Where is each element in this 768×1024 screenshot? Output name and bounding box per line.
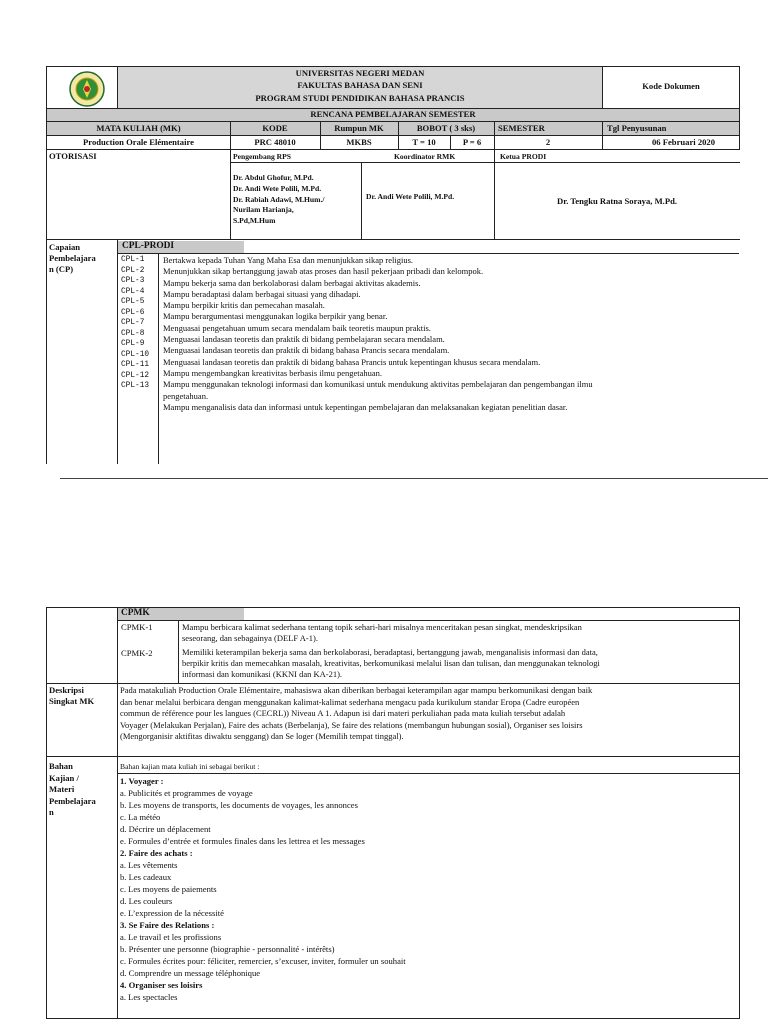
cpmk-line: berpikir kritis dan memecahkan masalah, kreativitas, berkomunikasi melalui lisan dan tulisan, dan menggunakan teknologi — [182, 658, 600, 669]
cp-label-line: n (CP) — [49, 264, 74, 274]
bahan-topic-item: a. Les vêtements — [120, 860, 178, 870]
cpl-item: Mampu berpikir kritis dan pemecahan masalah. — [163, 300, 325, 311]
otorisasi-label: OTORISASI — [49, 151, 97, 161]
pengembang-name: Dr. Andi Wete Polili, M.Pd. — [233, 183, 322, 193]
cpmk-code: CPMK-2 — [121, 648, 153, 658]
bahan-label-line: Kajian / — [49, 772, 79, 783]
cpl-item: Bertakwa kepada Tuhan Yang Maha Esa dan menunjukkan sikap religius. — [163, 255, 413, 265]
university-name: UNIVERSITAS NEGERI MEDAN — [295, 68, 425, 78]
deskripsi-label — [49, 685, 94, 707]
course-col-credit: BOBOT ( 3 sks) — [416, 123, 476, 133]
bahan-topic-heading: 2. Faire des achats : — [120, 848, 193, 858]
cpl-code: CPL-7 — [121, 319, 145, 327]
credit-practice: P = 6 — [462, 137, 482, 147]
bahan-topic-item: e. Formules d’entrée et formules finales dans les lettrea et les messages — [120, 836, 365, 846]
cpl-code: CPL-5 — [121, 298, 145, 306]
credit-theory: T = 10 — [412, 137, 436, 147]
cpl-code: CPL-8 — [121, 329, 145, 338]
bahan-topic-heading: 3. Se Faire des Relations : — [120, 920, 215, 930]
cpl-code: CPL-3 — [121, 277, 145, 285]
cp-label — [49, 242, 96, 275]
deskripsi-line: Voyager (Melakukan Perjalan), Faire des achats (Berbelanja), Se faire des relations (membangun hubungan sosial), Organiser ses loisirs — [120, 719, 583, 730]
bahan-label-line: Pembelajara — [49, 795, 96, 806]
cpl-item: Mampu bekerja sama dan berkolaborasi dalam berbagai aktivitas akademis. — [163, 277, 421, 288]
cpl-code: CPL-2 — [121, 266, 145, 275]
bahan-label-line: Materi — [49, 784, 75, 794]
cpmk-line: Memiliki keterampilan bekerja sama dan berkolaborasi, beradaptasi, bertanggung jawab, menganalisis informasi dan data, — [182, 647, 598, 657]
course-col-code: KODE — [262, 123, 288, 133]
cpl-codes — [121, 255, 149, 392]
bahan-label-line: n — [49, 807, 54, 817]
semester-value: 2 — [545, 137, 551, 147]
cpl-item: Menguasai landasan teoretis dan praktik di bidang pembelajaran secara mendalam. — [163, 334, 445, 345]
doc-code-label: Kode Dokumen — [642, 81, 700, 91]
cpl-item: Mampu menganalisis data dan informasi untuk kepentingan pembelajaran dan melaksanakan kegiatan penelitian dasar. — [163, 401, 568, 412]
cpl-item: Menguasai pengetahuan umum secara mendalam baik teoretis maupun praktis. — [163, 322, 431, 333]
pengembang-name: Dr. Rabiah Adawi, M.Hum./ — [233, 194, 325, 204]
bahan-topic-item: a. Publicités et programmes de voyage — [120, 788, 253, 798]
cpmk-line: Mampu berbicara kalimat sederhana tentang topik sehari-hari misalnya menceritakan pesan singkat, mendeskripsikan — [182, 622, 582, 632]
cpl-item: Mampu mengembangkan kreativitas berbasis ilmu pengetahuan. — [163, 367, 383, 378]
pengembang-name: Dr. Abdul Ghofur, M.Pd. — [233, 173, 314, 182]
cp-label-line: Pembelajara — [49, 253, 96, 263]
bahan-topic-item: a. Les spectacles — [120, 992, 178, 1002]
cpl-prodi-title: CPL-PRODI — [122, 241, 175, 251]
course-col-group: Rumpun MK — [334, 123, 384, 133]
bahan-topic-item: c. La météo — [120, 812, 161, 822]
bahan-topic-item: b. Les cadeaux — [120, 872, 172, 882]
course-code: PRC 48010 — [254, 137, 296, 147]
cpmk-code: CPMK-1 — [121, 622, 153, 632]
bahan-topic-item: c. Les moyens de paiements — [120, 884, 217, 894]
bahan-label — [49, 761, 96, 819]
cpl-item: Mampu beradaptasi dalam berbagai situasi yang dihadapi. — [163, 288, 361, 299]
cpl-code: CPL-10 — [121, 350, 150, 359]
page-1-divider — [60, 478, 768, 479]
deskripsi-line: (Mengorganisir aktifitas diwaktu senggang) dan Se loger (Memilih tempat tinggal). — [120, 731, 404, 742]
course-col-date: Tgl Penyusunan — [607, 123, 667, 133]
pengembang-name: Nurilam Harianja, — [233, 205, 294, 215]
deskripsi-line: dan benar melalui berbicara dengan menggunakan kalimat-kalimat sederhana mengacu pada kurikulum standar Eropa (Cadre européen — [120, 696, 580, 707]
ketua-label: Ketua PRODI — [500, 152, 547, 161]
deskripsi-label-line: Deskripsi — [49, 685, 84, 695]
cpl-code: CPL-1 — [121, 256, 145, 264]
bahan-topic-item: c. Formules écrites pour: féliciter, remercier, s’excuser, inviter, formuler un souhait — [120, 956, 406, 966]
bahan-topic-item: e. L’expression de la nécessité — [120, 908, 224, 918]
deskripsi-label-line: Singkat MK — [49, 696, 95, 706]
cpmk-line: informasi dan komunikasi (KKNI dan KA-21). — [182, 669, 343, 680]
cpmk-1-text — [182, 622, 738, 644]
deskripsi-line: Pada matakuliah Production Orale Elémentaire, mahasiswa akan diberikan berbagai keterampilan agar mampu berkomunikasi dengan baik — [120, 685, 593, 695]
bahan-topic-item: d. Décrire un déplacement — [120, 824, 211, 834]
deskripsi-line: commun de référence pour les langues (CECRL)) Niveau A 1. Adapun isi dari materi perkuliahan pada mata kuliah tersebut adalah — [120, 708, 566, 719]
bahan-topic-item: d. Les couleurs — [120, 896, 173, 906]
cpl-item: Mampu berargumentasi menggunakan logika berpikir yang benar. — [163, 311, 388, 322]
cpmk-2-text — [182, 647, 738, 681]
cpmk-title: CPMK — [121, 608, 150, 618]
cpmk-line: seseorang, dan sebagainya (DELF A-1). — [182, 633, 318, 644]
course-col-semester: SEMESTER — [498, 123, 545, 133]
bahan-topic-item: a. Le travail et les profissions — [120, 932, 222, 942]
cpl-item: Menguasai landasan teoretis dan praktik di bidang bahasa Prancis secara mendalam. — [163, 345, 450, 356]
compile-date: 06 Februari 2020 — [652, 137, 716, 147]
cpl-item: Menguasai landasan teoretis dan praktik di bidang bahasa Prancis untuk kepentingan khusus secara mendalam. — [163, 356, 541, 367]
course-name: Production Orale Elémentaire — [83, 137, 194, 147]
koordinator-label: Koordinator RMK — [394, 152, 456, 161]
bahan-intro: Bahan kajian mata kuliah ini sebagai berikut : — [120, 762, 260, 771]
cpl-code: CPL-13 — [121, 382, 150, 390]
deskripsi-text — [120, 685, 738, 743]
cpl-items — [163, 255, 739, 413]
bahan-topic-item: b. Présenter une personne (biographie - personnalité - intérêts) — [120, 944, 335, 954]
pengembang-name: S.Pd,M.Hum — [233, 216, 276, 226]
cpl-code: CPL-6 — [121, 308, 145, 317]
bahan-topic-heading: 4. Organiser ses loisirs — [120, 980, 203, 990]
bahan-topic-heading: 1. Voyager : — [120, 776, 164, 786]
bahan-label-line: Bahan — [49, 761, 73, 771]
bahan-list — [120, 775, 738, 1003]
cpl-item: pengetahuan. — [163, 390, 209, 401]
koordinator-name: Dr. Andi Wete Polili, M.Pd. — [366, 192, 455, 201]
course-col-name: MATA KULIAH (MK) — [96, 123, 181, 133]
pengembang-label: Pengembang RPS — [233, 152, 292, 161]
ketua-name: Dr. Tengku Ratna Soraya, M.Pd. — [556, 196, 678, 206]
course-group: MKBS — [346, 137, 372, 147]
cpl-item: Menunjukkan sikap bertanggung jawab atas proses dan hasil pekerjaan pribadi dan kelompok. — [163, 266, 484, 277]
program-name: PROGRAM STUDI PENDIDIKAN BAHASA PRANCIS — [255, 93, 465, 103]
bahan-topic-item: d. Comprendre un message téléphonique — [120, 968, 261, 978]
faculty-name: FAKULTAS BAHASA DAN SENI — [297, 80, 423, 90]
cp-label-line: Capaian — [49, 242, 81, 252]
cpl-code: CPL-9 — [121, 340, 145, 348]
pengembang-names — [233, 173, 325, 227]
university-logo — [58, 70, 116, 108]
cpl-code: CPL-12 — [121, 371, 150, 380]
cpl-item: Mampu menggunakan teknologi informasi dan komunikasi untuk mendukung aktivitas pembelajaran dan pengembangan ilmu — [163, 379, 593, 390]
cpl-code: CPL-4 — [121, 287, 145, 296]
cpl-code: CPL-11 — [121, 361, 150, 369]
document-title: RENCANA PEMBELAJARAN SEMESTER — [310, 109, 476, 119]
bahan-topic-item: b. Les moyens de transports, les documents de voyages, les annonces — [120, 800, 358, 810]
